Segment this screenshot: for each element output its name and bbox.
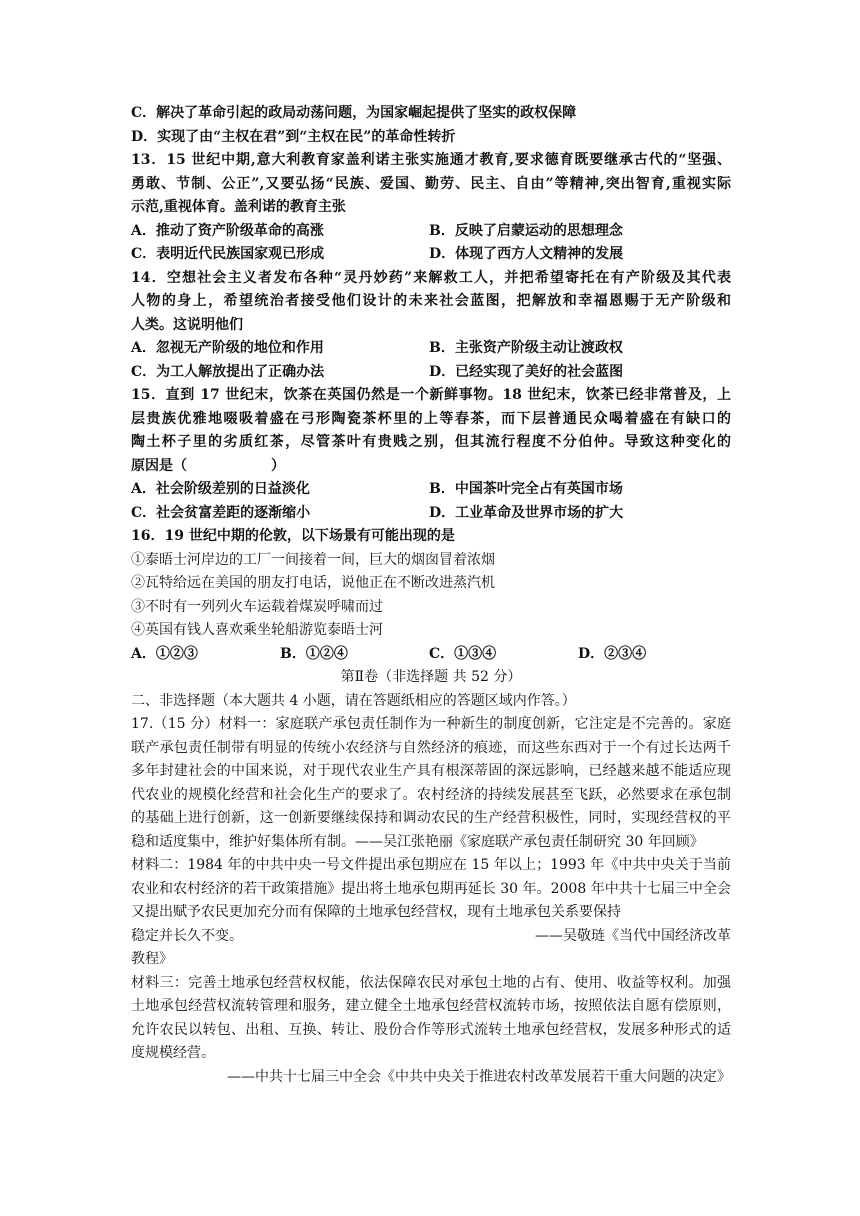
q16-option-b: B．①②④ [280, 645, 348, 662]
q14-stem-line2: 人物的身上，希望统治者接受他们设计的未来社会蓝图，把解放和幸福恩赐于无产阶级和 [131, 293, 731, 309]
q17-material2-last: 稳定并长久不变。 [131, 927, 243, 944]
q16-item-1: ①泰晤士河岸边的工厂一间接着一间，巨大的烟囱冒着浓烟 [131, 551, 495, 568]
q13-options-row2 [131, 243, 731, 267]
q16-item-2: ②瓦特给远在美国的朋友打电话，说他正在不断改进蒸汽机 [131, 575, 495, 591]
q17-material1: 17.（15 分）材料一：家庭联产承包责任制作为一种新生的制度创新，它注定是不完善的。家庭联产承包责任制带有明显的传统小农经济与自然经济的痕迹，而这些东西对于一个有过长达两千多年封建社会的中国来说，对于现代农业生产具有根深蒂固的深远影响，已经越来越不能适应现代农业的规模化经营和社会化生产的要求了。农村经济的持续发展甚至飞跃，必然要求在承包制的基础上进行创新，这一创新要继续保持和调动农民的生产经营积极性，同时，实现经营权的平稳和适度集中，维护好集体所有制。——吴江张艳丽《家庭联产承包责任制研究 30 年回顾》 [131, 716, 731, 850]
q12-option-d: D．实现了由“主权在君”到“主权在民”的革命性转折 [131, 128, 456, 145]
q16-option-a: A．①②③ [131, 645, 198, 662]
q15-stem-line1: 15．直到 17 世纪末，饮茶在英国仍然是一个新鲜事物。18 世纪末，饮茶已经非常普及，上 [131, 387, 731, 403]
q15-options-row2 [131, 502, 731, 526]
q13-option-b: B．反映了启蒙运动的思想理念 [429, 222, 623, 239]
section2-title: 第Ⅱ卷（非选择题 共 52 分） [340, 669, 522, 685]
q14-stem-line1: 14．空想社会主义者发布各种“灵丹妙药”来解救工人，并把希望寄托在有产阶级及其代表 [131, 269, 731, 286]
q16-option-d: D．②③④ [578, 645, 647, 662]
q15-stem-line3: 陶土杯子里的劣质红茶，尽管茶叶有贵贱之别，但其流行程度不分伯仲。导致这种变化的 [131, 434, 731, 450]
q16-stem: 16．19 世纪中期的伦敦，以下场景有可能出现的是 [131, 528, 455, 544]
q17-material3: 材料三：完善土地承包经营权权能，依法保障农民对承包土地的占有、使用、收益等权利。加强土地承包经营权流转管理和服务，建立健全土地承包经营权流转市场，按照依法自愿有偿原则，允许农民以转包、出租、互换、转让、股份合作等形式流转土地承包经营权，发展多种形式的适度规模经营。 [131, 974, 731, 1061]
q14-option-b: B．主张资产阶级主动让渡政权 [429, 340, 623, 356]
q17-material2: 材料二：1984 年的中共中央一号文件提出承包期应在 15 年以上；1993 年《中共中央关于当前农业和农村经济的若干政策措施》提出将土地承包期再延长 30 年。2008 年中共十七届三中全会又提出赋予农民更加充分而有保障的土地承包经营权，现有土地承包关系要保持 [131, 857, 731, 920]
q15-option-c: C．社会贫富差距的逐渐缩小 [131, 504, 311, 521]
q17-material2-source-end: 教程》 [131, 951, 173, 967]
q17-material2-tail [131, 925, 731, 949]
q13-option-c: C．表明近代民族国家观已形成 [131, 246, 325, 262]
q12-option-c: C．解决了革命引起的政局动荡问题，为国家崛起提供了坚实的政权保障 [131, 105, 577, 121]
q13-stem-line1: 13．15 世纪中期,意大利教育家盖利诺主张实施通才教育,要求德育既要继承古代的“坚强、 [131, 152, 731, 168]
q16-options-row [131, 643, 731, 667]
q14-stem-line3: 人类。这说明他们 [131, 316, 243, 333]
q13-stem-line2: 勇敢、节制、公正”,又要弘扬“民族、爱国、勤劳、民主、自由”等精神,突出智育,重视实际 [131, 175, 731, 192]
q15-options-row1 [131, 478, 731, 502]
q15-stem-line2: 层贵族优雅地啜吸着盛在弓形陶瓷茶杯里的上等春茶，而下层普通民众喝着盛在有缺口的 [131, 410, 731, 427]
q13-stem-line3: 示范,重视体育。盖利诺的教育主张 [131, 199, 346, 215]
q15-option-d: D．工业革命及世界市场的扩大 [429, 504, 624, 521]
q17-material2-source: ——吴敬琏《当代中国经济改革 [535, 927, 731, 944]
q14-options-row2 [131, 361, 731, 385]
q14-options-row1 [131, 337, 731, 361]
q15-stem-line4: 原因是（ ） [131, 457, 285, 474]
section2-instruction: 二、非选择题（本大题共 4 小题，请在答题纸相应的答题区域内作答。） [131, 692, 576, 709]
q14-option-a: A．忽视无产阶级的地位和作用 [131, 340, 324, 356]
q16-item-3: ③不时有一列列火车运载着煤炭呼啸而过 [131, 598, 383, 615]
q16-option-c: C．①③④ [429, 645, 497, 662]
q15-option-a: A．社会阶级差别的日益淡化 [131, 481, 310, 497]
q13-options-row1 [131, 220, 731, 244]
q14-option-d: D．已经实现了美好的社会蓝图 [429, 363, 624, 380]
q15-option-b: B．中国茶叶完全占有英国市场 [429, 481, 623, 497]
q13-option-a: A．推动了资产阶级革命的高涨 [131, 222, 324, 239]
q16-item-4: ④英国有钱人喜欢乘坐轮船游览泰晤士河 [131, 622, 383, 638]
q14-option-c: C．为工人解放提出了正确办法 [131, 363, 325, 380]
exam-page [131, 102, 731, 1089]
q13-option-d: D．体现了西方人文精神的发展 [429, 246, 624, 262]
q17-material3-source: ——中共十七届三中全会《中共中央关于推进农村改革发展若干重大问题的决定》 [227, 1068, 731, 1085]
